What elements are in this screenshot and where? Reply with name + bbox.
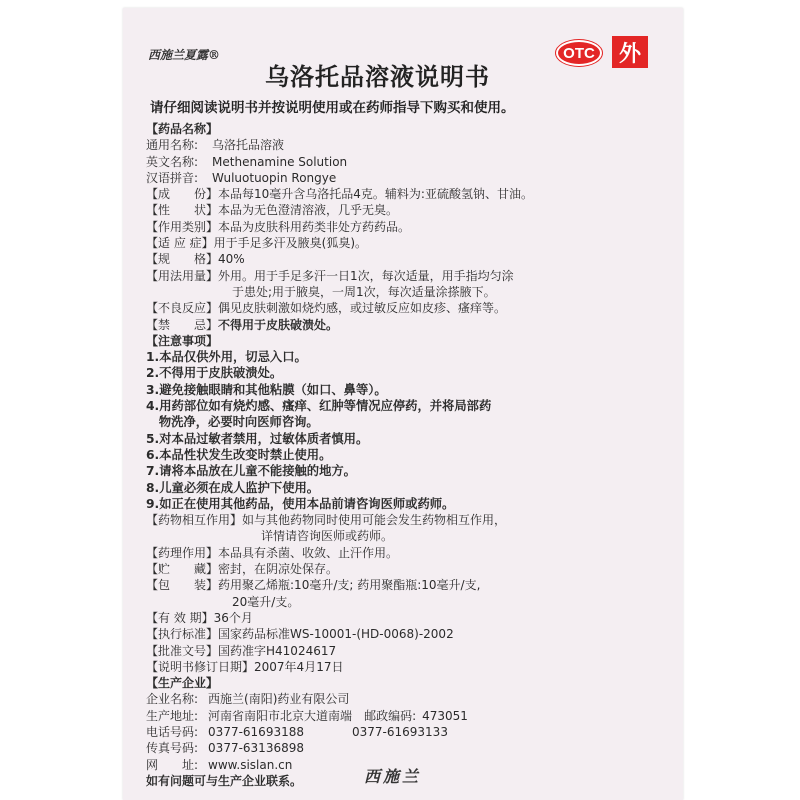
address-row: 生产地址: 河南省南阳市北京大道南端 邮政编码: 473051	[146, 708, 468, 723]
precaution-item: 4.用药部位如有烧灼感、瘙痒、红肿等情况应停药，并将局部药	[146, 399, 492, 414]
contact-note: 如有问题可与生产企业联系。	[146, 773, 303, 788]
phone-row: 电话号码: 0377-61693188 0377-61693133	[146, 724, 448, 739]
manufacturer-section: 【生产企业】	[146, 676, 219, 691]
precaution-item: 5.对本品过敏者禁用，过敏体质者慎用。	[146, 431, 369, 446]
precaution-item: 物洗净，必要时向医师咨询。	[146, 415, 319, 430]
precaution-item: 7.请将本品放在儿童不能接触的地方。	[146, 464, 356, 479]
field-row: 【作用类别】 本品为皮肤科用药类非处方药药品。	[146, 219, 411, 234]
leaflet-body	[146, 121, 666, 789]
standard-row: 【执行标准】 国家药品标准WS-10001-(HD-0068)-2002	[146, 627, 454, 642]
interaction-continuation: 详情请咨询医师或药师。	[261, 529, 394, 544]
field-row: 【性 状】 本品为无色澄清溶液，几乎无臭。	[146, 203, 399, 218]
website-row: 网 址: www.sislan.cn	[146, 757, 293, 772]
precaution-item: 1.本品仅供外用，切忌入口。	[146, 350, 307, 365]
storage-row: 【贮 藏】 密封，在阴凉处保存。	[146, 562, 339, 577]
revision-date-row: 【说明书修订日期】 2007年4月17日	[146, 659, 344, 674]
footer-brand-logo: 西施兰	[364, 767, 422, 786]
interaction-row: 【药物相互作用】 如与其他药物同时使用可能会发生药物相互作用，	[146, 513, 507, 528]
contraindication-row: 【禁 忌】 不得用于皮肤破溃处。	[146, 317, 339, 332]
drug-name-section: 【药品名称】	[146, 122, 219, 136]
precaution-item: 3.避免接触眼睛和其他粘膜（如口、鼻等）。	[146, 382, 387, 397]
validity-row: 【有 效 期】 36个月	[146, 610, 253, 625]
precaution-item: 6.本品性状发生改变时禁止使用。	[146, 447, 332, 462]
field-row: 【成 份】 本品每10毫升含乌洛托品4克。辅料为:亚硫酸氢钠、甘油。	[146, 187, 533, 202]
brand-logo: 西施兰夏露®	[148, 48, 221, 62]
otc-badge: OTC	[556, 40, 602, 66]
company-name-row: 企业名称: 西施兰(南阳)药业有限公司	[146, 692, 350, 707]
english-name-row: 英文名称: Methenamine Solution	[146, 154, 348, 169]
pharmacology-row: 【药理作用】 本品具有杀菌、收敛、止汗作用。	[146, 545, 399, 560]
package-continuation: 20毫升/支。	[232, 594, 300, 609]
usage-notice: 请仔细阅读说明书并按说明使用或在药师指导下购买和使用。	[150, 100, 515, 116]
usage-continuation: 于患处;用于腋臭，一周1次，每次适量涂搽腋下。	[232, 284, 496, 299]
document-title: 乌洛托品溶液说明书	[265, 63, 490, 91]
external-use-badge: 外	[612, 36, 648, 68]
field-row: 【适 应 症】 用于手足多汗及腋臭(狐臭)。	[146, 236, 368, 251]
approval-row: 【批准文号】 国药准字H41024617	[146, 643, 337, 658]
usage-row: 【用法用量】 外用。用于手足多汗一日1次，每次适量，用手指均匀涂	[146, 268, 514, 283]
fax-row: 传真号码: 0377-63136898	[146, 741, 304, 756]
adverse-reaction-row: 【不良反应】 偶见皮肤刺激如烧灼感，或过敏反应如皮疹、瘙痒等。	[146, 301, 507, 316]
precautions-section: 【注意事项】	[146, 333, 219, 348]
pinyin-name-row: 汉语拼音: Wuluotuopin Rongye	[146, 170, 337, 185]
precaution-item: 2.不得用于皮肤破溃处。	[146, 366, 283, 381]
precaution-item: 8.儿童必须在成人监护下使用。	[146, 480, 320, 495]
precaution-item: 9.如正在使用其他药品，使用本品前请咨询医师或药师。	[146, 496, 455, 511]
generic-name-row: 通用名称: 乌洛托品溶液	[146, 138, 285, 153]
field-row: 【规 格】 40%	[146, 252, 245, 267]
package-row: 【包 装】 药用聚乙烯瓶:10毫升/支; 药用聚酯瓶:10毫升/支,	[146, 578, 481, 593]
